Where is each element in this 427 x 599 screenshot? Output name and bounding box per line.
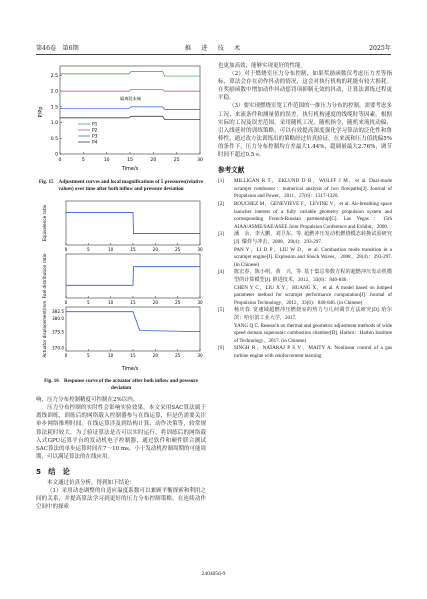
fig15-ytick-label: 0 — [55, 152, 58, 158]
fig16-xtick-label: 5 — [86, 300, 90, 306]
fig15-xtick-label: 5 — [81, 158, 85, 163]
fig16-xtick-label: 15 — [130, 353, 136, 359]
reference-list — [218, 178, 392, 360]
reference-number: [3] — [218, 231, 224, 238]
reference-text: BOUCHEZ M，GENEVIEVE F，LEVINE V，et al. Air-breathing space launcher interest of a fully variable geometry propulsion system and corresponding French-Russian partnership[C]. Las Vegas：15th AIAA/ASME/SAE/ASEE Joint Propulsion Conference and Exhibit，2000. — [234, 201, 392, 230]
section-heading-conclusion: 5 结 论 — [36, 466, 70, 476]
left-paragraph-1: 响，压力分布控制精度可控制在2%以内。 — [36, 397, 139, 404]
fig15-legend-label: P2 — [92, 128, 98, 134]
fig15-ytick-label: 2.5 — [50, 74, 58, 80]
fig15-legend-label: P1 — [92, 122, 98, 128]
fig15-xlabel: Time/s — [121, 166, 139, 172]
fig15-xtick-label: 15 — [127, 158, 133, 163]
fig15-xtick-label: 30 — [197, 158, 203, 163]
fig15-xtick-label: 10 — [103, 158, 110, 163]
reference-text: YANG Q C. Research on thermal and geometric adjustment methods of wide speed domain supersonic combustion chamber[D]. Harbin：Harbin Institute of Technology，2017. (in Chinese) — [234, 322, 392, 344]
reference-text: CHEN Y C，LIU X Y，HUANG X，et al. A model based on lumped parameter method for scramjet performance computation[J]. Journal of Propulsion Technology，2012，33(6)：840-846. (in Chinese) — [234, 284, 392, 306]
fig15-legend-label: P4 — [92, 140, 98, 146]
fig16-xlabel: Time/s — [121, 366, 139, 373]
reference-number: [4] — [218, 269, 224, 276]
figure-15 — [36, 62, 206, 193]
fig16-panel-2-line — [66, 267, 200, 286]
fig15-annotation: 隔离段末端 — [120, 96, 141, 101]
fig16-xtick-label: 5 — [86, 247, 90, 253]
fig16-xtick-label: 15 — [130, 247, 136, 253]
page-number: 2404056-9 — [201, 571, 226, 577]
reference-item — [218, 247, 392, 270]
header-volume: 第46卷 第6期 — [36, 45, 79, 52]
fig15-legend-label: P3 — [92, 134, 98, 140]
right-column — [218, 62, 392, 360]
reference-item — [218, 285, 392, 308]
fig16-panel-1-line — [66, 213, 200, 234]
reference-number — [218, 285, 234, 308]
fig16-xtick-label: 25 — [174, 300, 181, 306]
fig16-xtick-label: 10 — [107, 353, 114, 359]
fig15-xtick-label: 20 — [150, 158, 157, 163]
fig15-ytick-label: 1.0 — [50, 121, 58, 127]
fig15-plot-frame — [60, 66, 200, 154]
references-heading: 参考文献 — [218, 166, 245, 175]
fig16-ytick-label: 382.5 — [52, 308, 64, 314]
reference-item — [218, 231, 392, 246]
left-paragraph-3: 本文通过仿真分析，得到如下结论： — [47, 480, 136, 487]
figure-16 — [36, 197, 206, 392]
fig16-ytick-label: 375.5 — [52, 329, 64, 335]
reference-number — [218, 247, 234, 270]
fig16-xtick-label: 15 — [130, 300, 136, 306]
reference-number: [5] — [218, 307, 224, 314]
fig16-xtick-label: 20 — [152, 247, 159, 253]
reference-text: PAN Y，LI D P，LIU W D，et al. Combustion mode transition in a scramjet engine[J]. Explosion and Shock Waves，2008，28(4)：293-297. (in Chinese) — [234, 246, 392, 268]
fig15-caption: Fig. 15 Adjustment curves and local magnifications of 5 pressures(relative values) over time after both inflow and pressure deviation — [38, 179, 204, 193]
reference-item — [218, 269, 392, 284]
header-journal: 推 进 技 术 — [184, 45, 243, 52]
fig16-xtick-label: 0 — [64, 300, 68, 306]
reference-item — [218, 201, 392, 231]
reference-number: [6] — [218, 345, 224, 352]
right-paragraph-2: （2）对于燃烧室压力分布控制，如果奖励函数仅考虑压力差等指标，算法会存在动作抖动的情况，这会对执行机构的耗能有较大损耗。在奖励函数中增加动作抖动惩罚项抑制无效的抖动，让算法训练过程更平稳。 — [218, 71, 392, 102]
fig15-ylabel: P/Pp — [38, 106, 44, 118]
fig16-xtick-label: 0 — [64, 353, 68, 359]
fig16-xtick-label: 20 — [152, 353, 159, 359]
fig15-series-P3 — [60, 107, 200, 110]
running-header — [36, 44, 391, 55]
fig15-ytick-label: 0.5 — [50, 136, 58, 142]
reference-item — [218, 345, 392, 360]
left-paragraph-4: （1）采用动态调整的自适应温度系数可以兼顾平衡探索和利用之间的关系，并提高算法学习到更好的压力分布控制策略，在连续动作空间中的探索 — [36, 488, 206, 511]
reference-item — [218, 178, 392, 201]
fig16-panel-1-ylabel: Equivalence ratio — [42, 204, 47, 242]
fig16-xtick-label: 5 — [86, 353, 90, 359]
fig16-ytick-label: 380.0 — [52, 316, 64, 322]
reference-number: [1] — [218, 178, 224, 185]
fig15-series-P4 — [60, 116, 200, 119]
left-paragraph-2: 压力分布控制的实时性会影响实验效果。本文采用SAC算法属于离线训练，训练后的网络载入控制器参与在线运算，但是仍需要关注单步网络推理时间。在线运算涉及到结构计算、动作决策等，较常规算法耗时较大。为了验证算法是否可以实时运行，将训练后的网络载入式GPU运算平台的发动机电子控制器，通过软件和硬件联合测试SAC算法的单步运算时间在7～10 ms，小于发动机控制周期的可能周期，可以满足算法的在线应用。 — [36, 405, 206, 460]
reference-text: 潘 余，李大鹏，刘卫东，等. 超燃冲压发动机燃烧模态转换试验研究[J]. 爆炸与冲击，2008，28(4)：293-297. — [234, 231, 392, 245]
reference-item — [218, 323, 392, 346]
fig16-plot — [36, 197, 206, 373]
header-year: 2025年 — [369, 45, 391, 52]
fig16-panel-3-frame — [66, 307, 200, 351]
fig16-xtick-label: 10 — [107, 247, 114, 253]
fig16-panel-3-line — [66, 312, 200, 332]
fig16-caption: Fig. 16 Response curve of the actuator after both inflow and pressure deviation — [44, 378, 198, 392]
fig15-xtick-label: 25 — [173, 158, 180, 163]
reference-number: [2] — [218, 201, 224, 207]
fig15-ytick-label: 1.5 — [50, 105, 58, 111]
fig16-xtick-label: 25 — [174, 247, 181, 253]
fig16-xtick-label: 10 — [107, 300, 114, 306]
fig16-panel-2-ylabel: Fuel distribution ratio — [42, 253, 47, 299]
reference-number — [218, 323, 234, 346]
fig16-xtick-label: 20 — [152, 300, 159, 306]
left-column — [36, 62, 206, 511]
fig16-xtick-label: 25 — [174, 353, 181, 359]
fig16-xtick-label: 30 — [197, 247, 203, 253]
fig16-ytick-label: 370.0 — [52, 345, 64, 351]
fig16-xtick-label: 0 — [64, 247, 68, 253]
reference-text: 杨庆春. 宽速域超燃冲压燃烧室的热力与几何调节方法研究[D]. 哈尔滨：哈尔滨工业大学，2017. — [234, 307, 392, 321]
fig15-series-P1 — [60, 72, 200, 76]
fig15-series-P2 — [60, 90, 200, 92]
reference-text: MILLIGAN R T，EKLUND D R，WOLFF J M，et al. Dual-mode scramjet combustor：numerical analysis of two flowpaths[J]. Journal of Propulsion and Power，2011，27(6)：1317-1320. — [234, 178, 392, 200]
fig15-plot — [36, 62, 206, 174]
reference-item — [218, 307, 392, 322]
right-paragraph-1: 也更加高效，能够实现更好的性能。 — [218, 63, 307, 69]
fig15-ytick-label: 2.0 — [50, 89, 58, 95]
fig15-xtick-label: 0 — [58, 158, 62, 163]
right-paragraph-3: （3）要实现燃烧室宽工作范围的一维压力分布的控制，需要考虑多工况、来流条件和测量值的误差，执行机构速度的线缆时等因素。根据实际的工况及误差范围，采用随机工况、随机指令、随机来流扰动偏、引入线延时的训练策略，可以有效提高深度强化学习算法的泛化性和鲁棒性。通过改方法训练出的策略经过仿真验证，在来流和压力值扰偏5%的条件下，压力分布控制均方差最大1.44%，超调量最大2.76%，调节时间不超过0.5 s。 — [218, 103, 393, 159]
reference-text: SINGH R，NATARAJ P S V，MAITY A. Nonlinear control of a gas turbine engine with reinforcement learning — [234, 345, 392, 359]
fig16-xtick-label: 30 — [197, 353, 203, 359]
fig16-panel-3-ylabel: Actuator displacement/mm — [42, 300, 47, 358]
fig16-xtick-label: 30 — [197, 300, 203, 306]
reference-text: 陈宏春，陈小明，黄 兴，等. 基于集总参数方程的超燃冲压发动机模型的计算模型[J]. 推进技术，2012，33(6)：840-846. — [234, 269, 392, 283]
